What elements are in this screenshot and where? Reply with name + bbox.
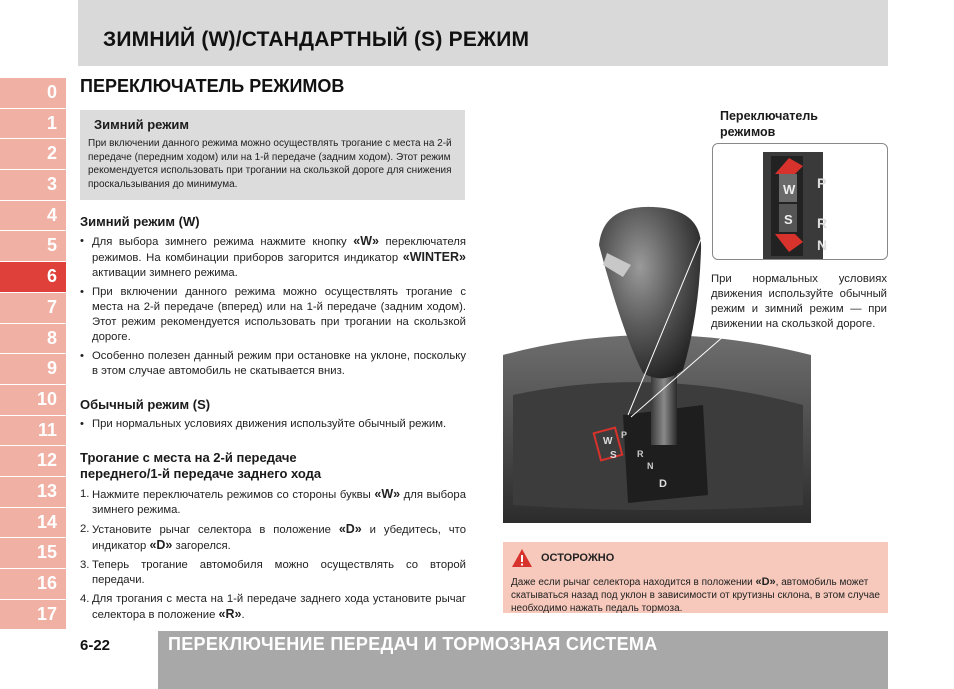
list-item: • При нормальных условиях движения используйте обычный режим. — [80, 417, 466, 432]
page-title: ЗИМНИЙ (W)/СТАНДАРТНЫЙ (S) РЕЖИМ — [103, 28, 530, 51]
list-item: 2. Установите рычаг селектора в положение «D» и убедитесь, что индикатор «D» загорелся. — [80, 522, 467, 552]
svg-text:N: N — [647, 461, 654, 471]
chapter-tab-13[interactable]: 13 — [0, 477, 66, 508]
svg-text:R: R — [817, 215, 828, 231]
info-box-title: Зимний режим — [94, 117, 190, 132]
svg-text:P: P — [621, 430, 628, 440]
svg-text:P: P — [817, 175, 827, 191]
page-number: 6-22 — [80, 637, 111, 654]
svg-text:N: N — [817, 237, 828, 253]
figure-caption: При нормальных условиях движения используйте обычный режим и зимний режим — при движении на скользкой дороге. — [711, 273, 887, 330]
chapter-tab-4[interactable]: 4 — [0, 201, 66, 232]
list-item: 1. Нажмите переключатель режимов со стороны буквы «W» для выбора зимнего режима. — [80, 487, 466, 516]
normal-mode-heading: Обычный режим (S) — [80, 397, 211, 412]
warning-icon — [511, 548, 533, 568]
chapter-tabs — [0, 78, 66, 630]
warning-title: ОСТОРОЖНО — [541, 552, 615, 564]
key-w: «W» — [353, 234, 379, 248]
chapter-tab-2[interactable]: 2 — [0, 139, 66, 170]
winter-mode-heading: Зимний режим (W) — [80, 214, 200, 229]
chapter-tab-7[interactable]: 7 — [0, 293, 66, 324]
svg-text:W: W — [603, 436, 613, 447]
svg-text:S: S — [784, 212, 793, 227]
list-item: 3. Теперь трогание автомобиля можно осуществлять со второй передачи. — [80, 559, 466, 586]
svg-text:D: D — [659, 478, 667, 490]
svg-text:W: W — [783, 182, 796, 197]
list-item: • При включении данного режима можно осуществлять трогание с места на 2-й передаче (вперед) или на 1-й передаче (задним ходом). Этот режим рекомендуется использовать при трогании на скользкой дороге. — [80, 285, 466, 345]
winter-mode-list — [80, 234, 466, 383]
chapter-tab-11[interactable]: 11 — [0, 416, 66, 447]
mode-switch-closeup — [713, 144, 888, 260]
svg-text:R: R — [637, 449, 644, 459]
figure-label: Переключатель режимов — [720, 109, 818, 139]
chapter-tab-0[interactable]: 0 — [0, 78, 66, 109]
chapter-title: ПЕРЕКЛЮЧЕНИЕ ПЕРЕДАЧ И ТОРМОЗНАЯ СИСТЕМА — [168, 634, 658, 654]
list-item: 4. Для трогания с места на 1-й передаче заднего хода установите рычаг селектора в положение «R». — [80, 593, 466, 621]
chapter-tab-5[interactable]: 5 — [0, 231, 66, 262]
mode-switch-inset — [712, 143, 888, 260]
chapter-tab-12[interactable]: 12 — [0, 446, 66, 477]
chapter-tab-6-active[interactable]: 6 — [0, 262, 66, 293]
start-heading: Трогание с места на 2-й передаче переднего/1-й передаче заднего хода — [80, 450, 322, 481]
indicator-winter: «WINTER» — [402, 250, 466, 264]
chapter-tab-1[interactable]: 1 — [0, 109, 66, 140]
svg-text:S: S — [610, 450, 617, 461]
list-item: • Особенно полезен данный режим при остановке на уклоне, поскольку в этом случае автомобиль не скатывается вниз. — [80, 349, 466, 379]
chapter-tab-10[interactable]: 10 — [0, 385, 66, 416]
info-box-text: При включении данного режима можно осуществлять трогание с места на 2-й передаче (передним ходом) или на 1-й передаче (задним ходом). Этот режим рекомендуется использовать при трогании на скользкой дороге для снижения проскальзывания до минимума. — [88, 138, 452, 190]
chapter-tab-16[interactable]: 16 — [0, 569, 66, 600]
warning-box — [503, 542, 888, 613]
info-box — [80, 110, 465, 200]
normal-mode-list — [80, 417, 466, 436]
chapter-tab-14[interactable]: 14 — [0, 508, 66, 539]
warning-text: Даже если рычаг селектора находится в положении «D», автомобиль может скатываться назад под уклон в зависимости от крутизны склона, в этом случае необходимо нажать педаль тормоза. — [511, 576, 880, 614]
list-item: • Для выбора зимнего режима нажмите кнопку «W» переключателя режимов. На комбинации приборов загорится индикатор «WINTER» активации зимнего режима. — [80, 234, 466, 281]
chapter-tab-3[interactable]: 3 — [0, 170, 66, 201]
section-title: ПЕРЕКЛЮЧАТЕЛЬ РЕЖИМОВ — [80, 76, 345, 96]
chapter-tab-8[interactable]: 8 — [0, 324, 66, 355]
chapter-tab-15[interactable]: 15 — [0, 538, 66, 569]
start-steps — [80, 487, 466, 627]
chapter-tab-17[interactable]: 17 — [0, 600, 66, 631]
chapter-tab-9[interactable]: 9 — [0, 354, 66, 385]
